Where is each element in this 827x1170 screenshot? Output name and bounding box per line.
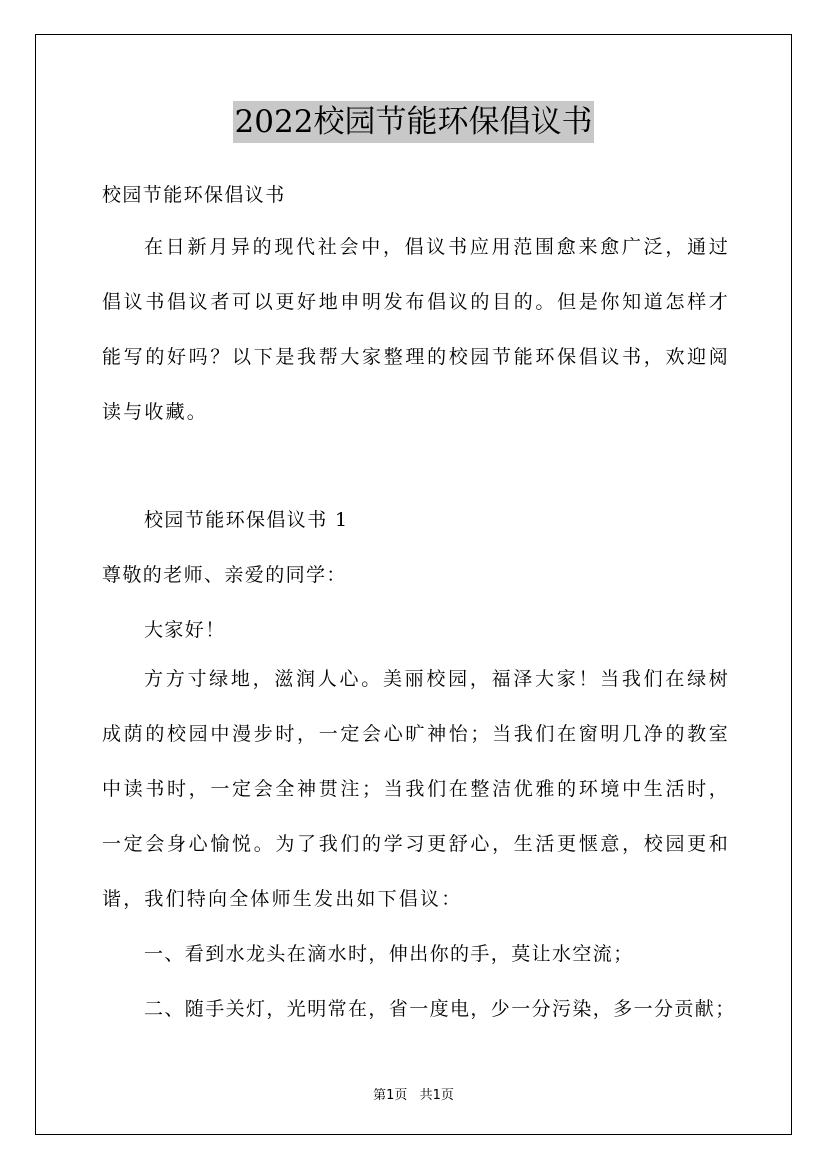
intro-paragraph: 在日新月异的现代社会中，倡议书应用范围愈来愈广泛，通过倡议书倡议者可以更好地申明发布倡议的目的。但是你知道怎样才能写的好吗？以下是我帮大家整理的校园节能环保倡议书，欢迎阅读与收藏。: [102, 236, 730, 423]
body-paragraph: 方方寸绿地，滋润人心。美丽校园，福泽大家！当我们在绿树成荫的校园中漫步时，一定会心旷神怡；当我们在窗明几净的教室中读书时，一定会全神贯注；当我们在整洁优雅的环境中生活时，一定会身心愉悦。为了我们的学习更舒心，生活更惬意，校园更和谐，我们特向全体师生发出如下倡议：: [102, 668, 730, 910]
page-footer: [0, 1084, 827, 1103]
page-title: 2022校园节能环保倡议书: [233, 101, 595, 143]
page-number-total: 共1页: [419, 1088, 454, 1103]
proposal-item-1: 一、看到水龙头在滴水时，伸出你的手，莫让水空流；: [144, 943, 634, 965]
section-heading: 校园节能环保倡议书 1: [144, 509, 349, 531]
document-subtitle: 校园节能环保倡议书: [102, 184, 286, 206]
greeting: 大家好！: [144, 619, 226, 641]
title-wrap: [0, 101, 827, 143]
proposal-item-2: 二、随手关灯，光明常在，省一度电，少一分污染，多一分贡献；: [144, 998, 736, 1020]
page-number-current: 第1页: [373, 1088, 408, 1103]
salutation: 尊敬的老师、亲爱的同学：: [102, 564, 347, 586]
